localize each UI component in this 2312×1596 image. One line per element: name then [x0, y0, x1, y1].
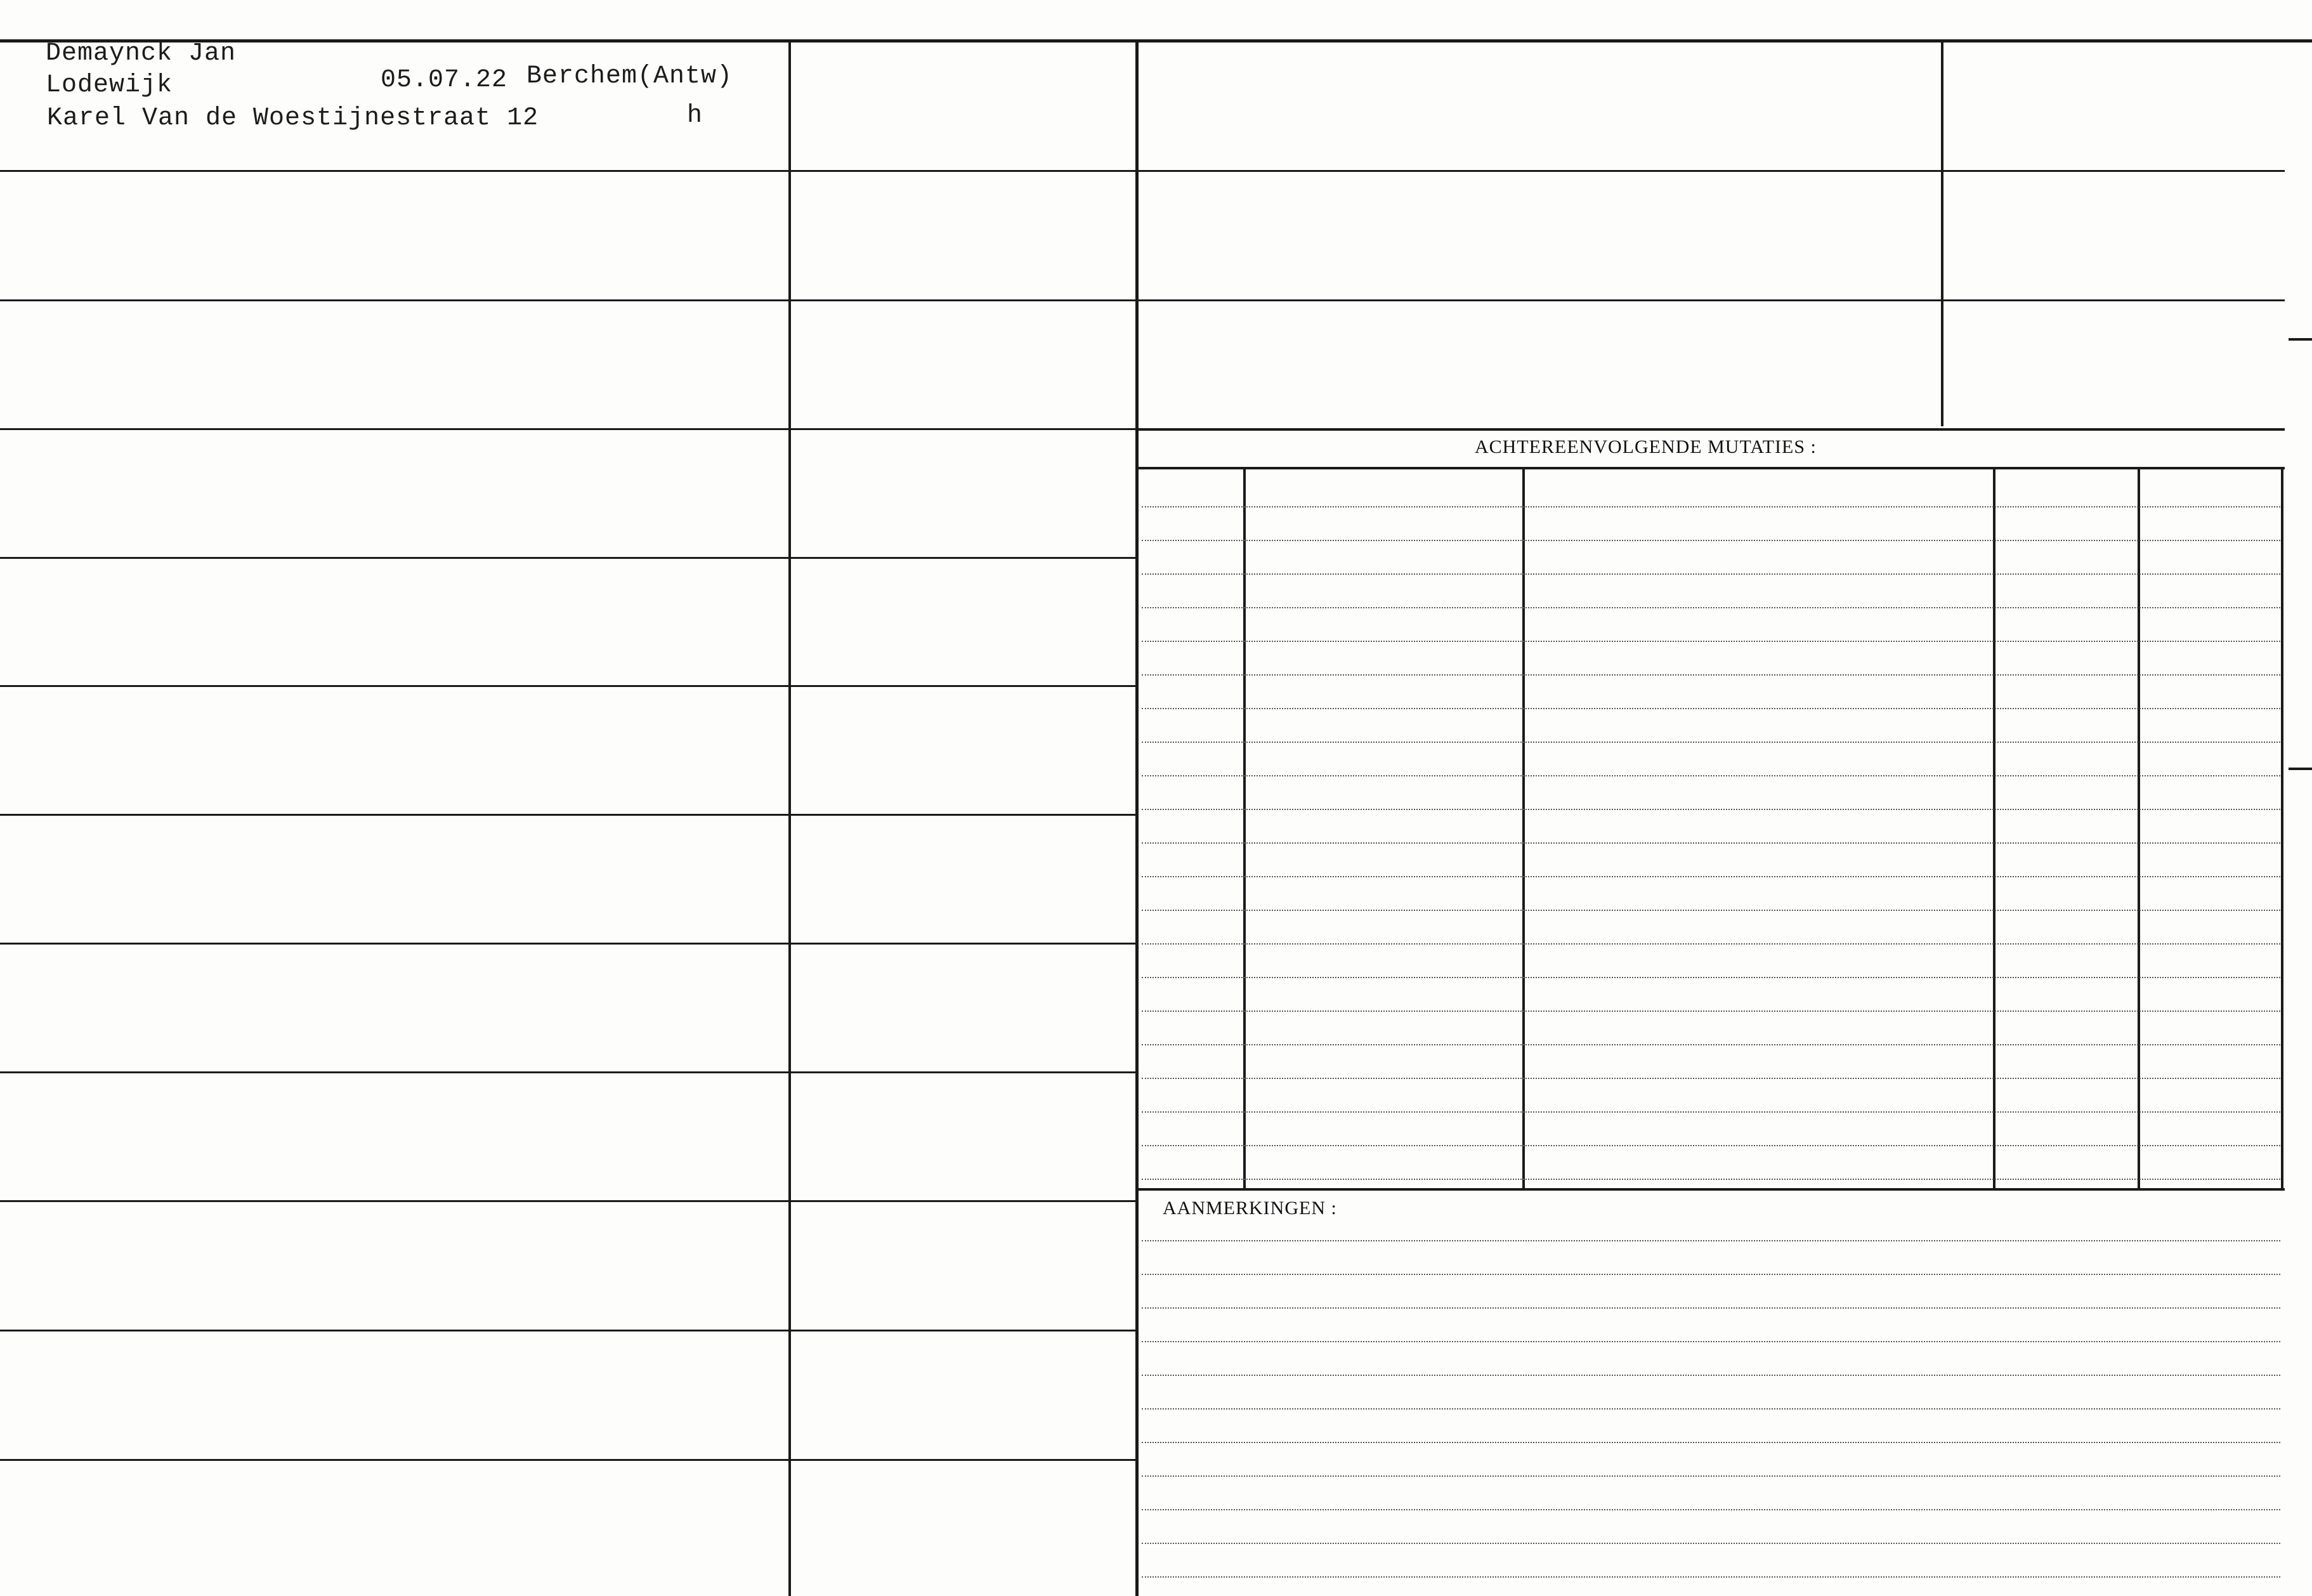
mutations-bottom-line	[1139, 1188, 2285, 1191]
remarks-ruled-line	[1142, 1408, 2280, 1410]
edge-tick-mark	[2289, 768, 2312, 770]
mutations-ruled-row	[1142, 742, 2280, 743]
left-row-line	[0, 428, 1139, 430]
left-row-line	[0, 170, 1139, 172]
right-upper-row-line	[1139, 170, 2285, 172]
remarks-ruled-line	[1142, 1543, 2280, 1544]
mutations-ruled-row	[1142, 708, 2280, 709]
mutations-ruled-row	[1142, 775, 2280, 776]
remarks-heading: AANMERKINGEN :	[1163, 1198, 1337, 1219]
left-row-line	[0, 1459, 1139, 1461]
mutations-ruled-row	[1142, 910, 2280, 911]
left-row-line	[0, 1200, 1139, 1202]
mutations-ruled-row	[1142, 943, 2280, 945]
mutations-ruled-row	[1142, 977, 2280, 978]
remarks-ruled-line	[1142, 1375, 2280, 1376]
entry-surname: Demaynck Jan	[46, 39, 237, 68]
entry-address: Karel Van de Woestijnestraat 12	[47, 104, 539, 133]
mutations-ruled-row	[1142, 1111, 2280, 1113]
top-border	[0, 39, 2312, 43]
mutations-ruled-row	[1142, 641, 2280, 642]
left-column-divider	[788, 39, 791, 1596]
mutations-top-line	[1139, 428, 2285, 431]
mutations-ruled-row	[1142, 1044, 2280, 1045]
mutations-col-divider	[1243, 469, 1246, 1189]
mutations-ruled-row	[1142, 506, 2280, 507]
left-row-line	[0, 1330, 1139, 1331]
mutations-right-edge	[2281, 469, 2283, 1189]
left-row-line	[0, 814, 1139, 816]
remarks-ruled-line	[1142, 1475, 2280, 1477]
mutations-col-divider	[1993, 469, 1995, 1189]
center-divider	[1135, 39, 1139, 1596]
mutations-ruled-row	[1142, 1078, 2280, 1079]
mutations-header-line	[1139, 467, 2285, 469]
mutations-col-divider	[2138, 469, 2140, 1189]
left-row-line	[0, 557, 1139, 559]
mutations-heading: ACHTEREENVOLGENDE MUTATIES :	[1475, 436, 1817, 457]
left-row-line	[0, 685, 1139, 687]
right-upper-row-line	[1139, 299, 2285, 301]
mutations-ruled-row	[1142, 540, 2280, 541]
left-row-line	[0, 299, 1139, 301]
entry-given-name: Lodewijk	[46, 71, 173, 100]
mutations-ruled-row	[1142, 1011, 2280, 1012]
mutations-ruled-row	[1142, 1179, 2280, 1180]
right-upper-divider	[1941, 39, 1943, 426]
entry-mark: h	[687, 101, 703, 130]
mutations-ruled-row	[1142, 674, 2280, 676]
left-row-line	[0, 943, 1139, 945]
entry-birth-date: 05.07.22	[381, 66, 508, 95]
remarks-ruled-line	[1142, 1509, 2280, 1510]
entry-birth-place: Berchem(Antw)	[526, 62, 733, 91]
edge-tick-mark	[2289, 338, 2312, 341]
left-row-line	[0, 1071, 1139, 1073]
mutations-ruled-row	[1142, 842, 2280, 844]
mutations-col-divider	[1522, 469, 1525, 1189]
remarks-ruled-line	[1142, 1341, 2280, 1342]
mutations-ruled-row	[1142, 1145, 2280, 1146]
remarks-ruled-line	[1142, 1240, 2280, 1241]
remarks-ruled-line	[1142, 1576, 2280, 1578]
remarks-ruled-line	[1142, 1442, 2280, 1443]
mutations-ruled-row	[1142, 876, 2280, 877]
mutations-ruled-row	[1142, 607, 2280, 608]
mutations-ruled-row	[1142, 809, 2280, 810]
mutations-ruled-row	[1142, 573, 2280, 575]
remarks-ruled-line	[1142, 1274, 2280, 1275]
remarks-ruled-line	[1142, 1307, 2280, 1309]
